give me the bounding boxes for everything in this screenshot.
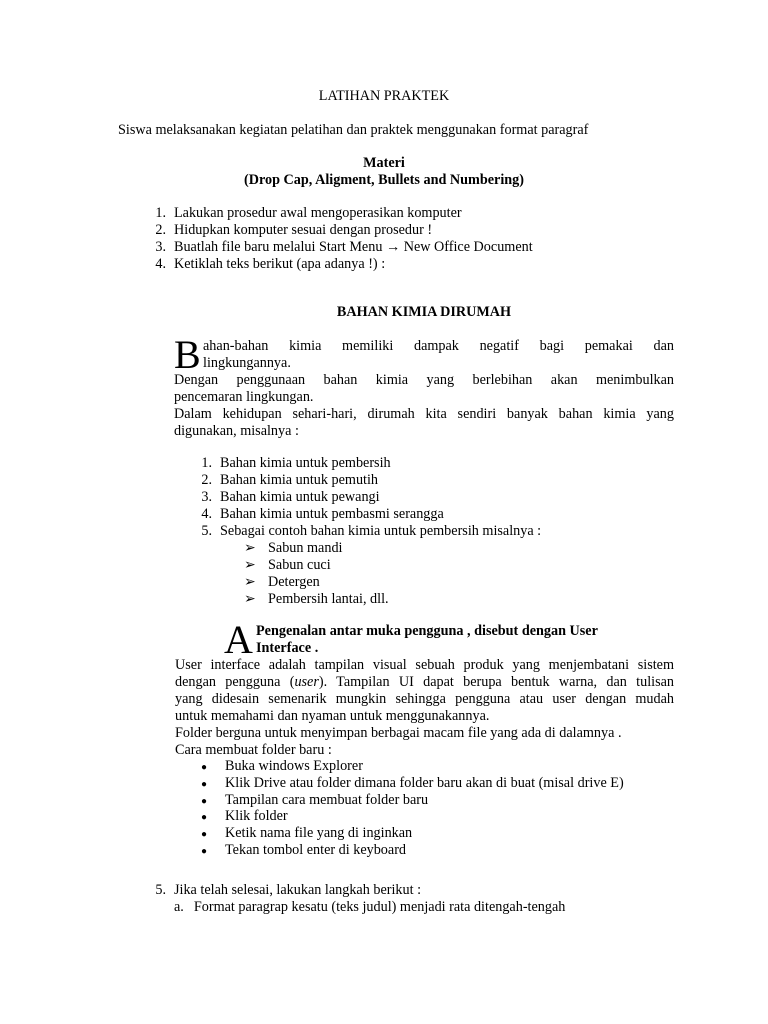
paragraph-line: Cara membuat folder baru : bbox=[175, 742, 332, 758]
list-item: ➢ Detergen bbox=[244, 574, 320, 590]
list-item: 1. Bahan kimia untuk pembersih bbox=[201, 455, 391, 471]
arrow-bullet-icon: ➢ bbox=[244, 557, 256, 573]
paragraph-line: ahan-bahan kimia memiliki dampak negatif bagi pemakai dan bbox=[203, 338, 674, 354]
paragraph-line: Folder berguna untuk menyimpan berbagai macam file yang ada di dalamnya . bbox=[175, 725, 622, 741]
list-item: ➢ Sabun cuci bbox=[244, 557, 331, 573]
list-item: ● Klik folder bbox=[201, 808, 288, 827]
list-item: ● Buka windows Explorer bbox=[201, 758, 363, 777]
materi-subtitle: (Drop Cap, Aligment, Bullets and Numbering) bbox=[244, 172, 524, 188]
materi-title: Materi bbox=[363, 155, 405, 171]
bullet-dot-icon: ● bbox=[201, 812, 208, 823]
bullet-dot-icon: ● bbox=[201, 762, 208, 773]
list-item: ● Klik Drive atau folder dimana folder baru akan di buat (misal drive E) bbox=[201, 775, 624, 794]
list-item: ➢ Pembersih lantai, dll. bbox=[244, 591, 389, 607]
ui-heading-line: Pengenalan antar muka pengguna , disebut dengan User bbox=[256, 623, 598, 639]
paragraph-line: Dalam kehidupan sehari-hari, dirumah kita sendiri banyak bahan kimia yang bbox=[174, 406, 674, 422]
arrow-bullet-icon: ➢ bbox=[244, 540, 256, 556]
ui-heading-line: Interface . bbox=[256, 640, 319, 656]
drop-cap-a: A bbox=[224, 617, 253, 662]
arrow-bullet-icon: ➢ bbox=[244, 591, 256, 607]
step-5a: a. Format paragrap kesatu (teks judul) menjadi rata ditengah-tengah bbox=[174, 899, 566, 915]
list-item: ➢ Sabun mandi bbox=[244, 540, 343, 556]
bullet-dot-icon: ● bbox=[201, 779, 208, 790]
list-item: 2. Bahan kimia untuk pemutih bbox=[201, 472, 379, 488]
list-item: ● Ketik nama file yang di inginkan bbox=[201, 825, 412, 844]
list-item: 1. Lakukan prosedur awal mengoperasikan komputer bbox=[155, 205, 462, 221]
paragraph-line: dengan pengguna (user). Tampilan UI dapat berupa bentuk warna, dan tulisan bbox=[175, 674, 674, 690]
bullet-dot-icon: ● bbox=[201, 829, 208, 840]
list-item: 2. Hidupkan komputer sesuai dengan prosedur ! bbox=[155, 222, 433, 238]
section-title: BAHAN KIMIA DIRUMAH bbox=[336, 304, 512, 320]
bullet-dot-icon: ● bbox=[201, 846, 208, 857]
paragraph-line: pencemaran lingkungan. bbox=[174, 389, 314, 405]
paragraph-line: User interface adalah tampilan visual sebuah produk yang menjembatani sistem bbox=[175, 657, 674, 673]
list-item: 4. Bahan kimia untuk pembasmi serangga bbox=[201, 506, 444, 522]
drop-cap-b: B bbox=[174, 332, 201, 377]
paragraph-line: digunakan, misalnya : bbox=[174, 423, 299, 439]
list-item: 3. Bahan kimia untuk pewangi bbox=[201, 489, 380, 505]
step-5: 5. Jika telah selesai, lakukan langkah berikut : bbox=[155, 882, 422, 898]
paragraph-line: Dengan penggunaan bahan kimia yang berlebihan akan menimbulkan bbox=[174, 372, 674, 388]
list-item: 4. Ketiklah teks berikut (apa adanya !) : bbox=[155, 256, 386, 272]
paragraph-line: yang didesain semenarik mungkin sehingga pengguna atau user dengan mudah bbox=[175, 691, 674, 707]
list-item: 5. Sebagai contoh bahan kimia untuk pembersih misalnya : bbox=[201, 523, 542, 539]
paragraph-line: lingkungannya. bbox=[203, 355, 291, 371]
paragraph-line: untuk memahami dan nyaman untuk menggunakannya. bbox=[175, 708, 490, 724]
intro-text: Siswa melaksanakan kegiatan pelatihan dan praktek menggunakan format paragraf bbox=[118, 122, 589, 138]
list-item: 3. Buatlah file baru melalui Start Menu → New Office Document bbox=[155, 239, 533, 255]
bullet-dot-icon: ● bbox=[201, 796, 208, 807]
list-item: ● Tekan tombol enter di keyboard bbox=[201, 842, 406, 861]
list-item: ● Tampilan cara membuat folder baru bbox=[201, 792, 428, 811]
arrow-bullet-icon: ➢ bbox=[244, 574, 256, 590]
document-title: LATIHAN PRAKTEK bbox=[318, 88, 450, 104]
